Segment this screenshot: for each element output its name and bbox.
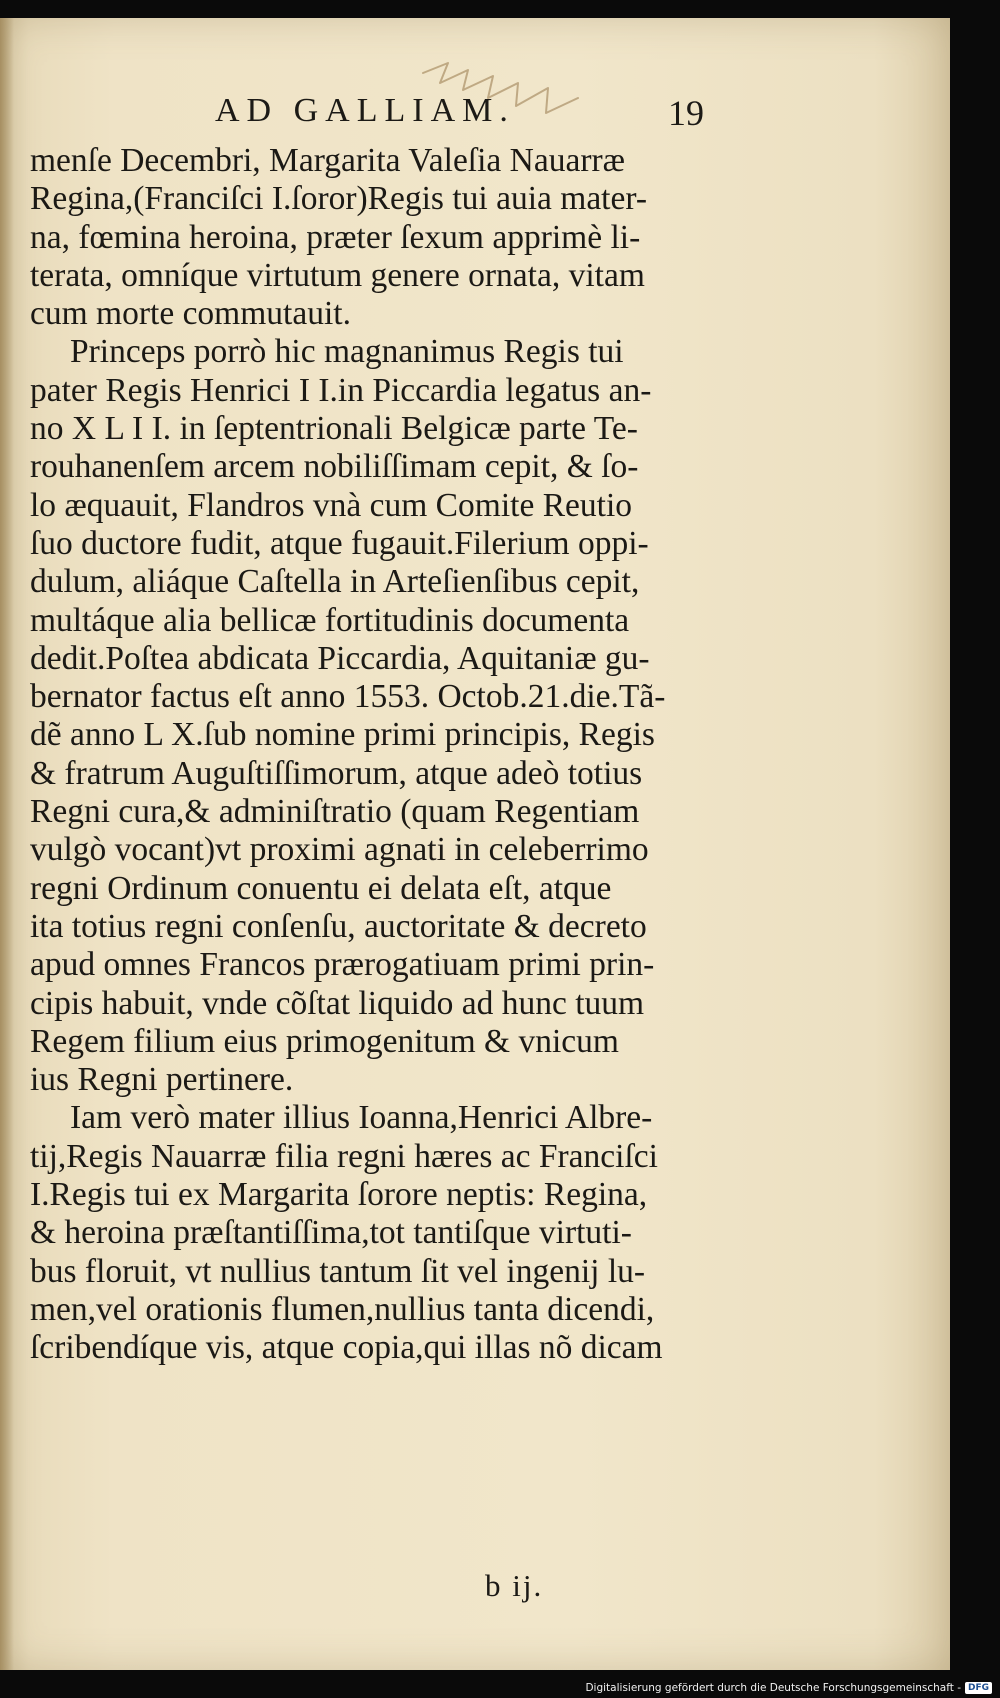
- text-line: lo æquauit, Flandros vnà cum Comite Reutio: [30, 486, 633, 524]
- text-line: apud omnes Francos prærogatiuam primi prin-: [30, 946, 655, 984]
- text-line: dulum, aliáque Caſtella in Arteſienſibus cepit,: [30, 563, 640, 601]
- text-line: pater Regis Henrici I I.in Piccardia legatus an-: [30, 371, 652, 409]
- text-line: Princeps porrò hic magnanimus Regis tui: [70, 333, 624, 371]
- text-line: bernator factus eſt anno 1553. Octob.21.die.Tã-: [30, 678, 666, 716]
- text-line: dẽ anno L X.ſub nomine primi principis, Regis: [30, 716, 655, 754]
- text-line: Regni cura,& adminiſtratio (quam Regentiam: [30, 793, 640, 831]
- text-line: Iam verò mater illius Ioanna,Henrici Albre-: [70, 1099, 653, 1137]
- text-line: cum morte commutauit.: [30, 295, 351, 333]
- text-line: ſuo ductore fudit, atque fugauit.Filerium oppi-: [30, 524, 649, 562]
- running-title: AD GALLIAM.: [215, 92, 515, 129]
- signature-mark: b ij.: [485, 1568, 544, 1603]
- text-line: men,vel orationis flumen,nullius tanta dicendi,: [30, 1290, 655, 1328]
- text-line: I.Regis tui ex Margarita ſorore neptis: Regina,: [30, 1176, 648, 1214]
- page-number: 19: [668, 93, 704, 133]
- text-line: regni Ordinum conuentu ei delata eſt, atque: [30, 869, 612, 907]
- text-line: na, fœmina heroina, præter ſexum apprimè li-: [30, 218, 641, 256]
- text-line: tij,Regis Nauarræ filia regni hæres ac Franciſci: [30, 1137, 658, 1175]
- text-line: ſcribendíque vis, atque copia,qui illas nõ dicam: [30, 1329, 663, 1367]
- dfg-logo: DFG: [965, 1682, 992, 1694]
- text-line: Regem filium eius primogenitum & vnicum: [30, 1022, 619, 1060]
- text-line: dedit.Poſtea abdicata Piccardia, Aquitaniæ gu-: [30, 639, 650, 677]
- digitization-credit: [585, 1682, 992, 1694]
- text-line: ius Regni pertinere.: [30, 1061, 294, 1099]
- text-line: & fratrum Auguſtiſſimorum, atque adeò totius: [30, 754, 643, 792]
- body-text: [30, 142, 730, 1368]
- text-line: vulgò vocant)vt proximi agnati in celeberrimo: [30, 831, 649, 869]
- text-line: cipis habuit, vnde cõſtat liquido ad hunc tuum: [30, 984, 645, 1022]
- text-line: ita totius regni conſenſu, auctoritate & decreto: [30, 907, 647, 945]
- text-line: no X L I I. in ſeptentrionali Belgicæ parte Te-: [30, 410, 638, 448]
- page-header: [0, 92, 950, 142]
- text-line: bus floruit, vt nullius tantum ſit vel ingenij lu-: [30, 1252, 646, 1290]
- text-line: & heroina præſtantiſſima,tot tantiſque virtuti-: [30, 1214, 632, 1252]
- text-line: rouhanenſem arcem nobiliſſimam cepit, & ſo-: [30, 448, 639, 486]
- text-line: Regina,(Franciſci I.ſoror)Regis tui auia mater-: [30, 180, 648, 218]
- text-line: terata, omníque virtutum genere ornata, vitam: [30, 256, 645, 294]
- page-gutter-shadow: [0, 18, 14, 1670]
- text-line: multáque alia bellicæ fortitudinis documenta: [30, 601, 630, 639]
- text-line: menſe Decembri, Margarita Valeſia Nauarræ: [30, 142, 626, 179]
- credit-text: Digitalisierung gefördert durch die Deutsche Forschungsgemeinschaft -: [585, 1682, 961, 1694]
